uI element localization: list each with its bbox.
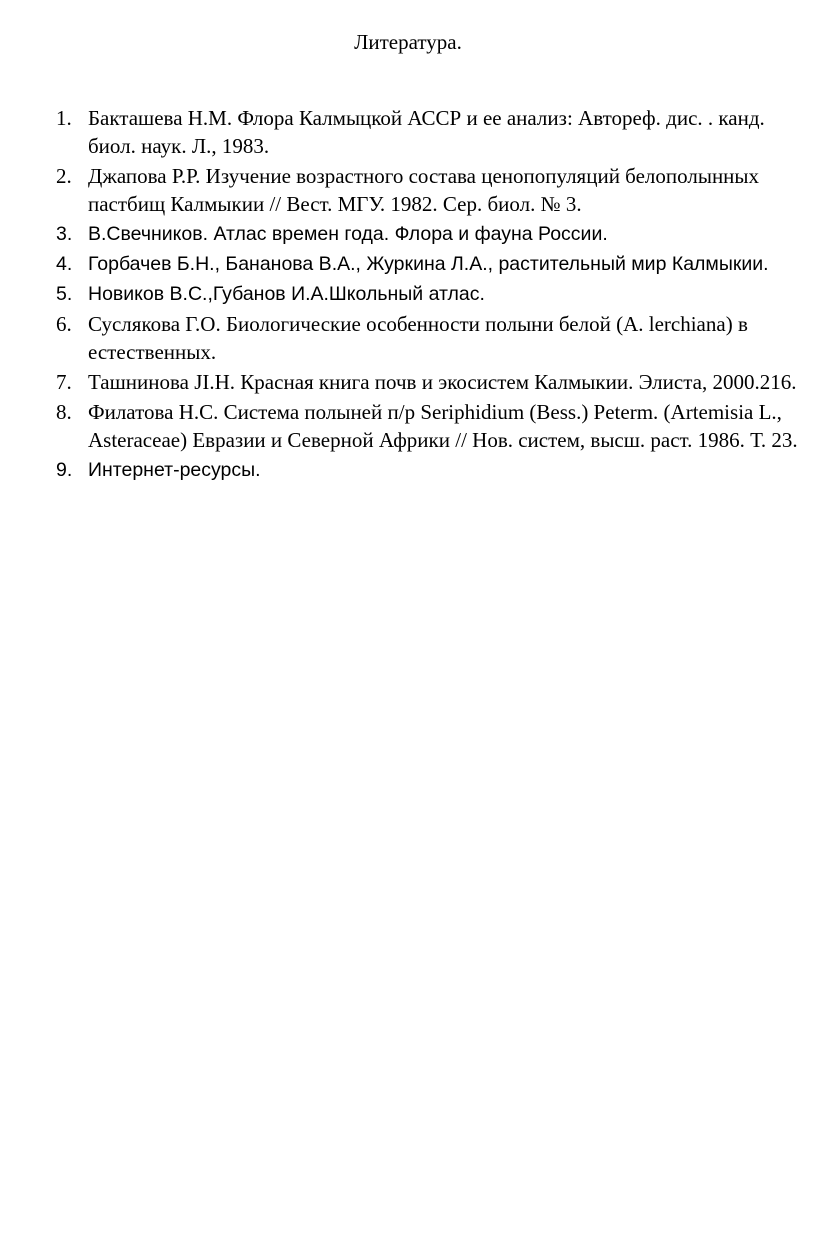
reference-number: 3. (56, 223, 73, 245)
reference-item (56, 456, 808, 484)
reference-item (56, 280, 808, 308)
reference-text: Суслякова Г.О. Биологические особенности полыни белой (A. lerchiana) в естественных. (88, 312, 748, 364)
reference-text: Новиков В.С.,Губанов И.А.Школьный атлас. (88, 283, 485, 305)
reference-number: 1. (56, 106, 72, 130)
reference-item (56, 162, 808, 218)
reference-text: Интернет-ресурсы. (88, 459, 261, 481)
reference-list (56, 104, 808, 486)
reference-number: 9. (56, 459, 73, 481)
reference-item (56, 104, 808, 160)
reference-number: 4. (56, 253, 73, 275)
reference-item (56, 250, 808, 278)
reference-text: Филатова Н.С. Система полыней п/р Seriphidium (Bess.) Peterm. (Artemisia L., Asteraceae) Евразии и Северной Африки // Нов. систем, высш. раст. 1986. Т. 23. (88, 400, 798, 452)
reference-text: В.Свечников. Атлас времен года. Флора и фауна России. (88, 223, 608, 245)
reference-text: Горбачев Б.Н., Бананова В.А., Журкина Л.А., растительный мир Калмыкии. (88, 253, 769, 275)
document-title: Литература. (354, 30, 462, 54)
reference-item (56, 368, 808, 396)
reference-number: 6. (56, 312, 72, 336)
reference-number: 8. (56, 400, 72, 424)
reference-number: 7. (56, 370, 72, 394)
reference-number: 2. (56, 164, 72, 188)
reference-text: Ташнинова JI.Н. Красная книга почв и экосистем Калмыкии. Элиста, 2000.216. (88, 370, 797, 394)
reference-text: Бакташева Н.М. Флора Калмыцкой АССР и ее анализ: Автореф. дис. . канд. биол. наук. Л., 1983. (88, 106, 765, 158)
reference-number: 5. (56, 283, 73, 305)
reference-item (56, 310, 808, 366)
reference-item (56, 220, 808, 248)
reference-item (56, 398, 808, 454)
reference-text: Джапова Р.Р. Изучение возрастного состава ценопопуляций белополынных пастбищ Калмыкии // Вест. МГУ. 1982. Сер. биол. № 3. (88, 164, 760, 216)
